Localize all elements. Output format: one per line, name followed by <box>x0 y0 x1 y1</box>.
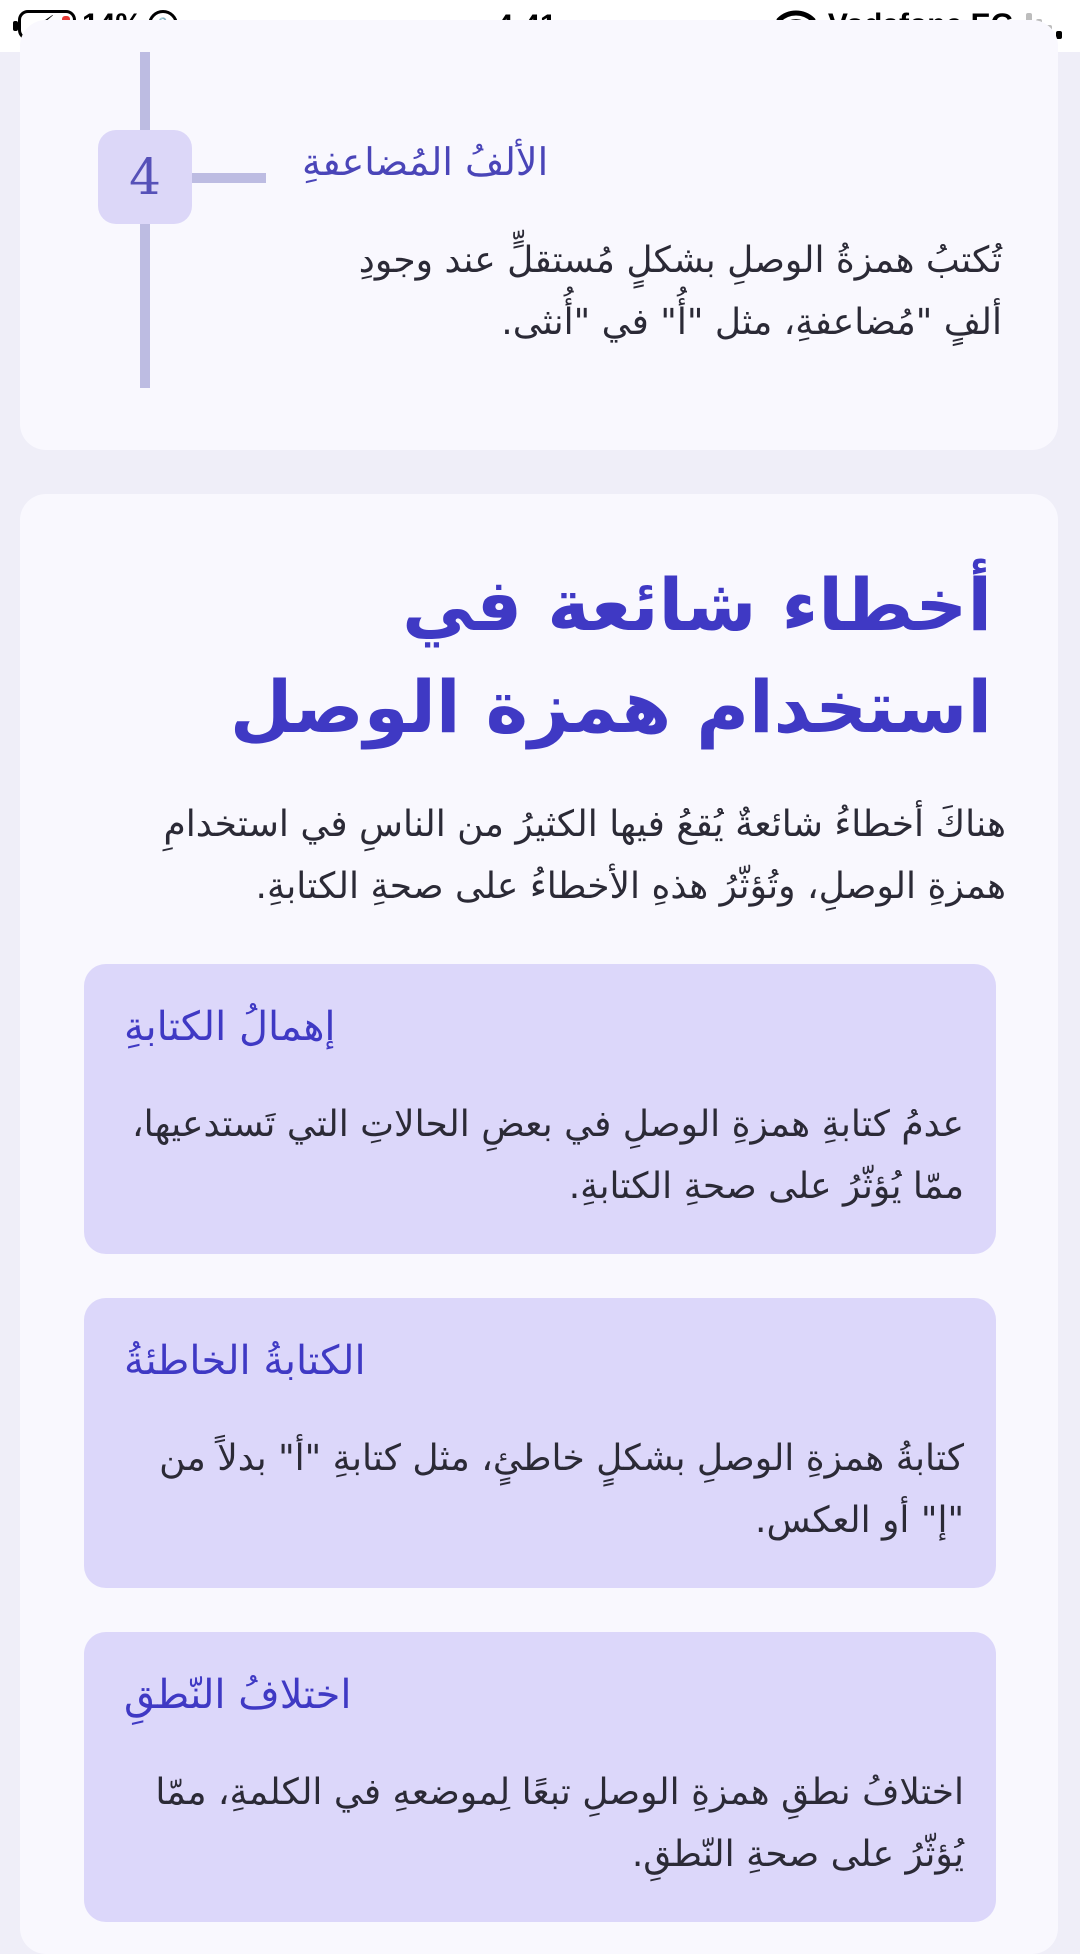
mistake-item-pronunciation <box>84 1632 996 1922</box>
mistakes-card <box>20 494 1058 1954</box>
section-intro: هناكَ أخطاءُ شائعةٌ يُقعُ فيها الكثيرُ من الناسِ في استخدامِ همزةِ الوصلِ، وتُؤثّرُ هذهِ الأخطاءُ على صحةِ الكتابةِ. <box>163 804 1006 907</box>
step-card <box>20 20 1058 450</box>
mistake-item-wrong-writing <box>84 1298 996 1588</box>
mistake-item-neglect <box>84 964 996 1254</box>
mistake-text: كتابةُ همزةِ الوصلِ بشكلٍ خاطئٍ، مثل كتابةِ "أ" بدلاً من "إ" أو العكس. <box>159 1438 964 1541</box>
step-number-badge: 4 <box>98 130 192 224</box>
timeline-connector <box>192 173 266 183</box>
mistake-text: اختلافُ نطقِ همزةِ الوصلِ تبعًا لِموضعهِ في الكلمةِ، ممّا يُؤثّرُ على صحةِ النّطقِ. <box>155 1772 964 1875</box>
section-title: أخطاء شائعة في استخدام همزة الوصل <box>229 563 992 749</box>
step-title: الألفُ المُضاعفةِ <box>302 140 549 184</box>
mistake-title: الكتابةُ الخاطئةُ <box>124 1338 366 1384</box>
mistake-title: إهمالُ الكتابةِ <box>124 1004 336 1050</box>
mistake-text: عدمُ كتابةِ همزةِ الوصلِ في بعضِ الحالاتِ التي تَستدعيها، ممّا يُؤثّرُ على صحةِ الكتابةِ. <box>132 1104 964 1207</box>
step-description: تُكتبُ همزةُ الوصلِ بشكلٍ مُستقلٍّ عند وجودِ ألفٍ "مُضاعفةِ، مثل "أُ" في "أُنثى. <box>358 240 1002 343</box>
mistake-title: اختلافُ النّطقِ <box>124 1672 352 1718</box>
